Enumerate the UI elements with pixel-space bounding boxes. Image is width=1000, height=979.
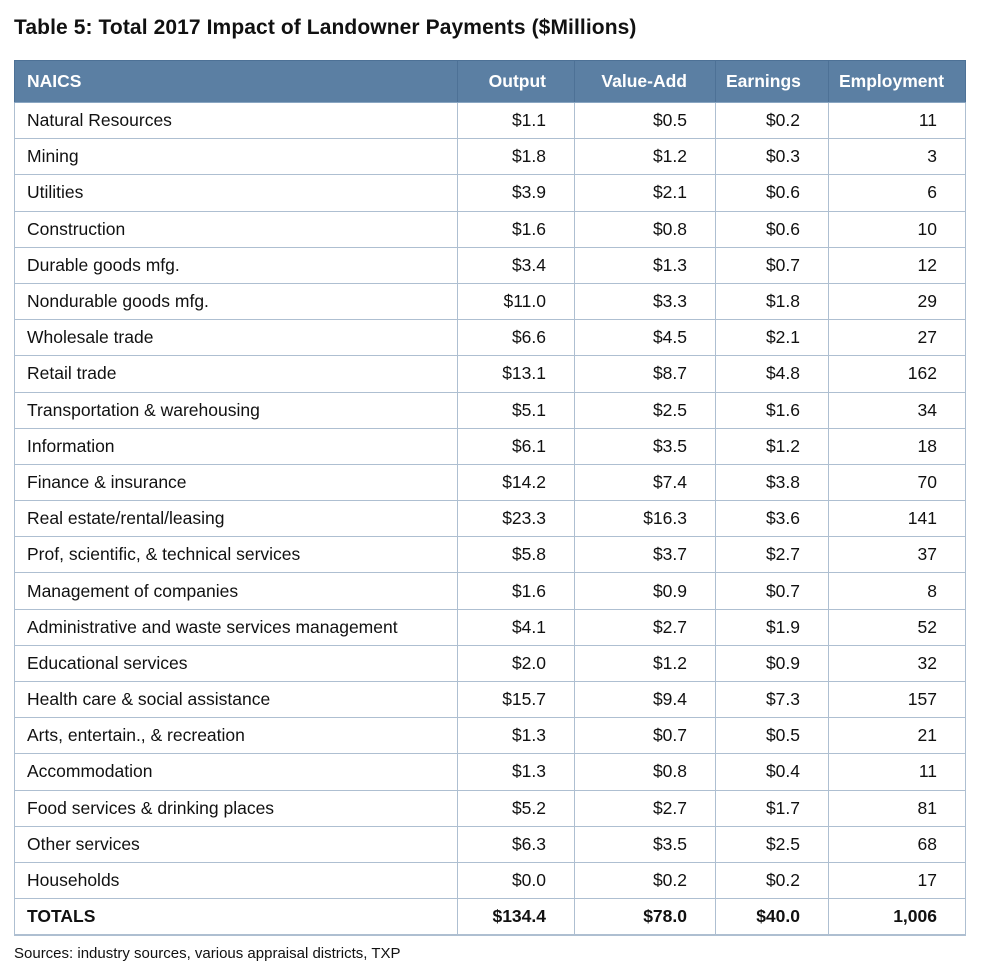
table-row (15, 428, 966, 464)
cell-naics: Real estate/rental/leasing (15, 501, 458, 537)
cell-naics: Retail trade (15, 356, 458, 392)
cell-earnings: $0.9 (716, 645, 829, 681)
cell-value-add: $1.2 (575, 139, 716, 175)
table-row (15, 718, 966, 754)
cell-output: $5.2 (458, 790, 575, 826)
totals-employment: 1,006 (829, 899, 966, 936)
cell-earnings: $0.7 (716, 247, 829, 283)
table-row (15, 139, 966, 175)
cell-employment: 11 (829, 103, 966, 139)
cell-value-add: $0.2 (575, 862, 716, 898)
cell-value-add: $0.7 (575, 718, 716, 754)
column-header-output: Output (458, 61, 575, 103)
cell-value-add: $4.5 (575, 320, 716, 356)
cell-employment: 17 (829, 862, 966, 898)
cell-naics: Food services & drinking places (15, 790, 458, 826)
cell-earnings: $0.2 (716, 862, 829, 898)
cell-employment: 70 (829, 464, 966, 500)
table-row (15, 283, 966, 319)
cell-value-add: $9.4 (575, 682, 716, 718)
cell-earnings: $1.7 (716, 790, 829, 826)
cell-value-add: $16.3 (575, 501, 716, 537)
cell-earnings: $0.5 (716, 718, 829, 754)
table-row (15, 175, 966, 211)
cell-output: $15.7 (458, 682, 575, 718)
cell-earnings: $2.7 (716, 537, 829, 573)
cell-earnings: $0.2 (716, 103, 829, 139)
cell-output: $6.3 (458, 826, 575, 862)
cell-earnings: $3.6 (716, 501, 829, 537)
cell-employment: 34 (829, 392, 966, 428)
cell-naics: Arts, entertain., & recreation (15, 718, 458, 754)
totals-output: $134.4 (458, 899, 575, 936)
cell-output: $3.4 (458, 247, 575, 283)
totals-value-add: $78.0 (575, 899, 716, 936)
cell-value-add: $3.3 (575, 283, 716, 319)
cell-earnings: $0.4 (716, 754, 829, 790)
table-row (15, 862, 966, 898)
cell-earnings: $1.2 (716, 428, 829, 464)
cell-output: $6.6 (458, 320, 575, 356)
cell-output: $1.3 (458, 718, 575, 754)
cell-value-add: $2.7 (575, 790, 716, 826)
cell-output: $6.1 (458, 428, 575, 464)
cell-value-add: $0.9 (575, 573, 716, 609)
cell-value-add: $0.8 (575, 211, 716, 247)
cell-employment: 32 (829, 645, 966, 681)
cell-naics: Natural Resources (15, 103, 458, 139)
cell-output: $23.3 (458, 501, 575, 537)
cell-employment: 37 (829, 537, 966, 573)
table-row (15, 573, 966, 609)
cell-naics: Educational services (15, 645, 458, 681)
cell-output: $1.1 (458, 103, 575, 139)
table-row (15, 645, 966, 681)
cell-employment: 52 (829, 609, 966, 645)
totals-row (15, 899, 966, 936)
cell-value-add: $3.5 (575, 428, 716, 464)
cell-value-add: $0.5 (575, 103, 716, 139)
table-row (15, 754, 966, 790)
cell-output: $1.6 (458, 211, 575, 247)
cell-employment: 141 (829, 501, 966, 537)
cell-output: $3.9 (458, 175, 575, 211)
cell-naics: Information (15, 428, 458, 464)
table-row (15, 356, 966, 392)
cell-employment: 29 (829, 283, 966, 319)
cell-earnings: $3.8 (716, 464, 829, 500)
cell-value-add: $0.8 (575, 754, 716, 790)
cell-value-add: $8.7 (575, 356, 716, 392)
table-row (15, 609, 966, 645)
cell-employment: 8 (829, 573, 966, 609)
cell-employment: 18 (829, 428, 966, 464)
column-header-naics: NAICS (15, 61, 458, 103)
cell-output: $1.3 (458, 754, 575, 790)
cell-naics: Administrative and waste services management (15, 609, 458, 645)
cell-employment: 27 (829, 320, 966, 356)
totals-label: TOTALS (15, 899, 458, 936)
cell-output: $4.1 (458, 609, 575, 645)
cell-output: $2.0 (458, 645, 575, 681)
cell-employment: 162 (829, 356, 966, 392)
cell-earnings: $1.8 (716, 283, 829, 319)
cell-naics: Durable goods mfg. (15, 247, 458, 283)
cell-output: $5.8 (458, 537, 575, 573)
cell-naics: Wholesale trade (15, 320, 458, 356)
cell-naics: Mining (15, 139, 458, 175)
cell-output: $1.8 (458, 139, 575, 175)
cell-employment: 10 (829, 211, 966, 247)
table-body (15, 103, 966, 936)
table-header (15, 61, 966, 103)
cell-earnings: $1.9 (716, 609, 829, 645)
table-row (15, 103, 966, 139)
cell-employment: 3 (829, 139, 966, 175)
source-note: Sources: industry sources, various appraisal districts, TXP (14, 945, 401, 962)
cell-employment: 6 (829, 175, 966, 211)
cell-output: $13.1 (458, 356, 575, 392)
cell-naics: Management of companies (15, 573, 458, 609)
cell-value-add: $1.3 (575, 247, 716, 283)
column-header-value-add: Value-Add (575, 61, 716, 103)
table-row (15, 247, 966, 283)
cell-value-add: $3.5 (575, 826, 716, 862)
table-row (15, 682, 966, 718)
cell-value-add: $2.5 (575, 392, 716, 428)
column-header-earnings: Earnings (716, 61, 829, 103)
cell-naics: Utilities (15, 175, 458, 211)
table-row (15, 501, 966, 537)
cell-employment: 21 (829, 718, 966, 754)
table-row (15, 464, 966, 500)
table-title: Table 5: Total 2017 Impact of Landowner Payments ($Millions) (14, 16, 637, 39)
table-row (15, 320, 966, 356)
cell-earnings: $1.6 (716, 392, 829, 428)
cell-earnings: $2.5 (716, 826, 829, 862)
cell-naics: Health care & social assistance (15, 682, 458, 718)
cell-naics: Other services (15, 826, 458, 862)
cell-value-add: $2.1 (575, 175, 716, 211)
column-header-employment: Employment (829, 61, 966, 103)
cell-earnings: $4.8 (716, 356, 829, 392)
cell-naics: Prof, scientific, & technical services (15, 537, 458, 573)
cell-output: $0.0 (458, 862, 575, 898)
cell-output: $5.1 (458, 392, 575, 428)
cell-naics: Construction (15, 211, 458, 247)
header-row (15, 61, 966, 103)
cell-naics: Households (15, 862, 458, 898)
cell-employment: 68 (829, 826, 966, 862)
cell-earnings: $7.3 (716, 682, 829, 718)
cell-earnings: $0.7 (716, 573, 829, 609)
table-row (15, 790, 966, 826)
cell-employment: 81 (829, 790, 966, 826)
table-row (15, 537, 966, 573)
cell-earnings: $0.3 (716, 139, 829, 175)
cell-earnings: $0.6 (716, 211, 829, 247)
cell-output: $14.2 (458, 464, 575, 500)
cell-value-add: $1.2 (575, 645, 716, 681)
totals-earnings: $40.0 (716, 899, 829, 936)
cell-naics: Transportation & warehousing (15, 392, 458, 428)
cell-value-add: $3.7 (575, 537, 716, 573)
cell-earnings: $0.6 (716, 175, 829, 211)
cell-naics: Finance & insurance (15, 464, 458, 500)
table-row (15, 211, 966, 247)
cell-naics: Accommodation (15, 754, 458, 790)
cell-employment: 12 (829, 247, 966, 283)
cell-output: $11.0 (458, 283, 575, 319)
cell-output: $1.6 (458, 573, 575, 609)
cell-value-add: $7.4 (575, 464, 716, 500)
impact-table (14, 60, 966, 936)
table-row (15, 826, 966, 862)
cell-employment: 157 (829, 682, 966, 718)
table-row (15, 392, 966, 428)
cell-employment: 11 (829, 754, 966, 790)
cell-naics: Nondurable goods mfg. (15, 283, 458, 319)
cell-value-add: $2.7 (575, 609, 716, 645)
cell-earnings: $2.1 (716, 320, 829, 356)
